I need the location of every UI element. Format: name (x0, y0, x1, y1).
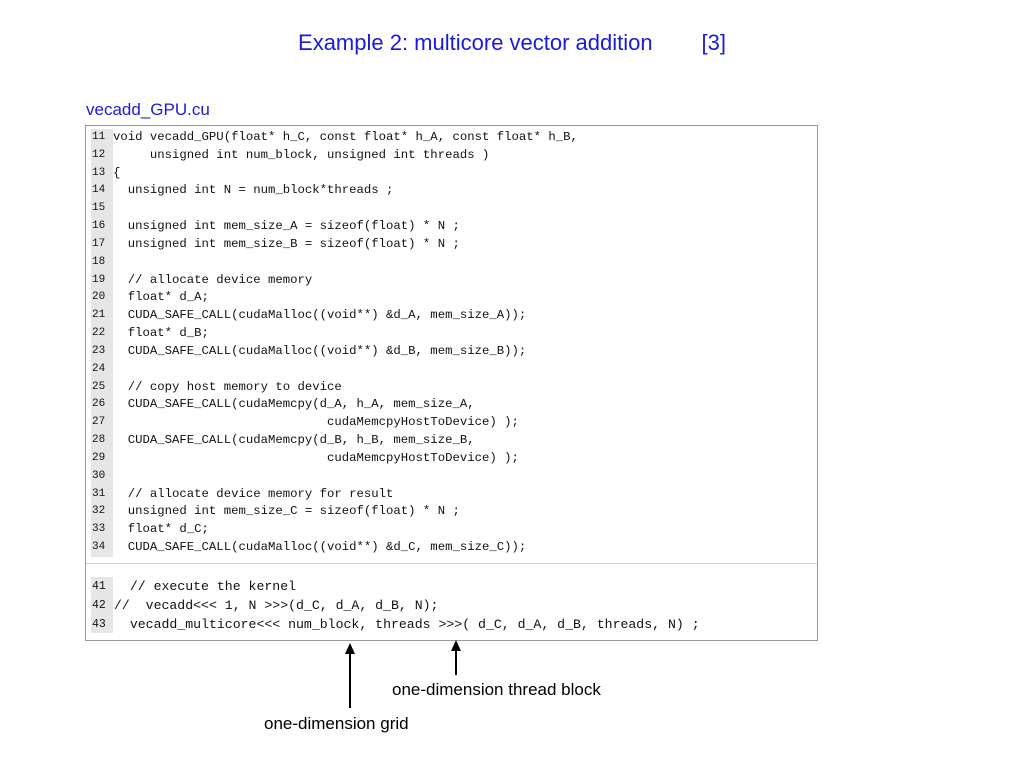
line-number: 26 (92, 398, 106, 411)
line-number: 17 (92, 237, 106, 250)
line-number: 20 (92, 291, 106, 304)
code-text: unsigned int mem_size_A = sizeof(float) * N ; (113, 219, 460, 234)
line-number: 27 (92, 416, 106, 429)
code-text: unsigned int N = num_block*threads ; (113, 183, 394, 198)
line-number: 12 (92, 148, 106, 161)
code-line (86, 432, 817, 450)
line-number: 21 (92, 309, 106, 322)
line-number: 31 (92, 487, 106, 500)
section-divider (86, 563, 817, 564)
line-number: 33 (92, 523, 106, 536)
code-text: CUDA_SAFE_CALL(cudaMemcpy(d_B, h_B, mem_size_B, (113, 433, 475, 448)
code-line (86, 450, 817, 468)
line-number: 32 (92, 505, 106, 518)
code-listing (85, 125, 818, 641)
code-text: unsigned int num_block, unsigned int threads ) (113, 147, 490, 162)
line-number: 28 (92, 434, 106, 447)
code-line (86, 236, 817, 254)
line-number: 13 (92, 166, 106, 179)
code-text: float* d_A; (113, 290, 209, 305)
code-text: unsigned int mem_size_B = sizeof(float) * N ; (113, 236, 460, 251)
line-number: 19 (92, 273, 106, 286)
code-line (86, 325, 817, 343)
line-number: 24 (92, 362, 106, 375)
code-line (86, 596, 817, 615)
code-line (86, 468, 817, 486)
code-section-1 (86, 129, 817, 557)
line-number: 34 (92, 541, 106, 554)
code-section-2 (86, 577, 817, 634)
code-text: void vecadd_GPU(float* h_C, const float* h_A, const float* h_B, (113, 130, 578, 144)
grid-arrow (349, 653, 351, 708)
code-line (86, 521, 817, 539)
code-line (86, 272, 817, 290)
code-line (86, 414, 817, 432)
code-line (86, 147, 817, 165)
line-number: 43 (92, 618, 106, 631)
file-name-label: vecadd_GPU.cu (86, 100, 210, 119)
code-text: float* d_C; (113, 522, 209, 537)
code-text: { (113, 165, 121, 180)
code-line (86, 182, 817, 200)
line-number: 41 (92, 580, 106, 593)
code-line (86, 396, 817, 414)
code-line (86, 289, 817, 307)
code-line (86, 361, 817, 379)
code-text: // allocate device memory (113, 272, 313, 287)
line-number: 29 (92, 451, 106, 464)
thread-block-callout: one-dimension thread block (392, 680, 601, 699)
line-number: 16 (92, 220, 106, 233)
grid-callout: one-dimension grid (264, 714, 409, 733)
code-text: cudaMemcpyHostToDevice) ); (113, 450, 519, 465)
code-text: float* d_B; (113, 326, 209, 341)
code-line (86, 503, 817, 521)
line-number: 25 (92, 380, 106, 393)
code-text: // copy host memory to device (113, 379, 342, 394)
line-number: 14 (92, 184, 106, 197)
code-text: CUDA_SAFE_CALL(cudaMalloc((void**) &d_C, mem_size_C)); (113, 540, 527, 555)
slide-title: Example 2: multicore vector addition [3] (298, 30, 726, 55)
code-text: CUDA_SAFE_CALL(cudaMalloc((void**) &d_B, mem_size_B)); (113, 343, 527, 358)
code-text: // allocate device memory for result (113, 486, 394, 501)
line-number: 22 (92, 327, 106, 340)
code-line (86, 165, 817, 183)
code-line (86, 218, 817, 236)
code-text: CUDA_SAFE_CALL(cudaMalloc((void**) &d_A, mem_size_A)); (113, 308, 527, 323)
code-line (86, 307, 817, 325)
thread-block-arrow (455, 650, 457, 675)
code-line (86, 539, 817, 557)
line-number: 30 (92, 469, 106, 482)
code-text: vecadd_multicore<<< num_block, threads >>>( d_C, d_A, d_B, threads, N) ; (114, 617, 700, 632)
code-line (86, 615, 817, 634)
code-text: unsigned int mem_size_C = sizeof(float) * N ; (113, 504, 460, 519)
line-number: 15 (92, 202, 106, 215)
code-line (86, 200, 817, 218)
code-line (86, 379, 817, 397)
code-text: CUDA_SAFE_CALL(cudaMemcpy(d_A, h_A, mem_size_A, (113, 397, 475, 412)
code-text: cudaMemcpyHostToDevice) ); (113, 415, 519, 430)
code-line (86, 254, 817, 272)
line-number: 42 (92, 599, 106, 612)
code-text: // execute the kernel (114, 579, 297, 594)
code-line (86, 343, 817, 361)
code-line (86, 577, 817, 596)
line-number: 23 (92, 344, 106, 357)
line-number: 18 (92, 255, 106, 268)
code-text: // vecadd<<< 1, N >>>(d_C, d_A, d_B, N); (114, 598, 439, 613)
code-line (86, 129, 817, 147)
line-number: 11 (92, 131, 106, 143)
code-line (86, 486, 817, 504)
